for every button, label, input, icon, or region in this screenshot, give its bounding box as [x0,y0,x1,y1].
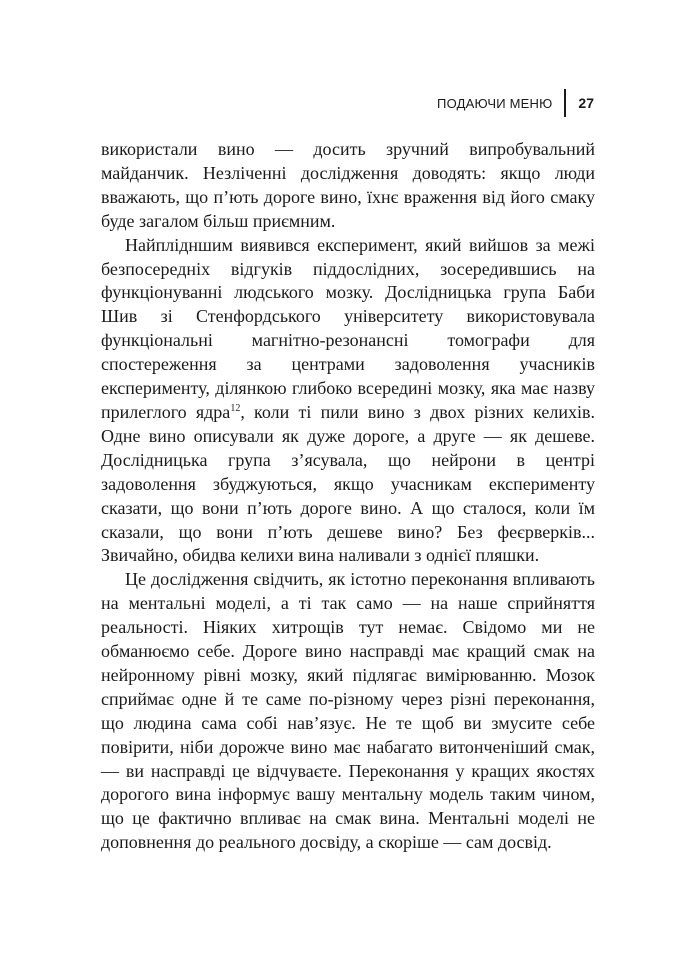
body-text [101,138,595,855]
paragraph-2 [101,234,595,569]
paragraph-2-text-a: Найплідншим виявився експеримент, який вийшов за межі безпосередніх відгуків піддослідних, зосередившись на функціонуванні людського мозку. Дослідницька група Баби Шив зі Стенфордського університету використовувала функціональні магнітно-резонансні томографи для спостереження за центрами задоволення учасників експерименту, ділянкою глибоко всередині мозку, яка має назву прилеглого ядра [101,234,595,422]
running-head [437,88,594,118]
footnote-ref: 12 [230,402,241,414]
paragraph-3-text: Це дослідження свідчить, як істотно переконання впливають на ментальні моделі, а ті так само — на наше сприйняття реальності. Ніяких хитрощів тут немає. Свідомо ми не обманюємо себе. Дороге вино насправді має кращий смак на нейронному рівні мозку, який підлягає вимірюванню. Мозок сприймає одне й те саме по-різному через різні переконання, що людина сама собі нав’язує. Не те щоб ви змусите себе повірити, ніби дорожче вино має набагато витонченіший смак, — ви насправді це відчуваєте. Переконання у кращих якостях дорогого вина інформує вашу ментальну модель таким чином, що це фактично впливає на смак вина. Ментальні моделі не доповнення до реального досвіду, а скоріше — сам досвід. [101,569,595,853]
paragraph-2-text-b: , коли ті пили вино з двох різних келихів. Одне вино описували як дуже дороге, а друге — як дешеве. Дослідницька група з’ясувала, що нейрони в центрі задоволення збуджуються, якщо учасникам експерименту сказати, що вони п’ють дороге вино. А що сталося, коли їм сказали, що вони п’ють дешеве вино? Без феєрверків... Звичайно, обидва келихи вина наливали з однієї пляшки. [101,401,595,566]
paragraph-3 [101,568,595,855]
paragraph-1-text: використали вино — досить зручний випробувальний майданчик. Незліченні дослідження доводять: якщо люди вважають, що п’ють дороге вино, їхнє враження від його смаку буде загалом більш приємним. [101,139,595,231]
paragraph-1 [101,138,595,234]
running-title: ПОДАЮЧИ МЕНЮ [437,95,553,111]
page-number: 27 [578,95,594,111]
